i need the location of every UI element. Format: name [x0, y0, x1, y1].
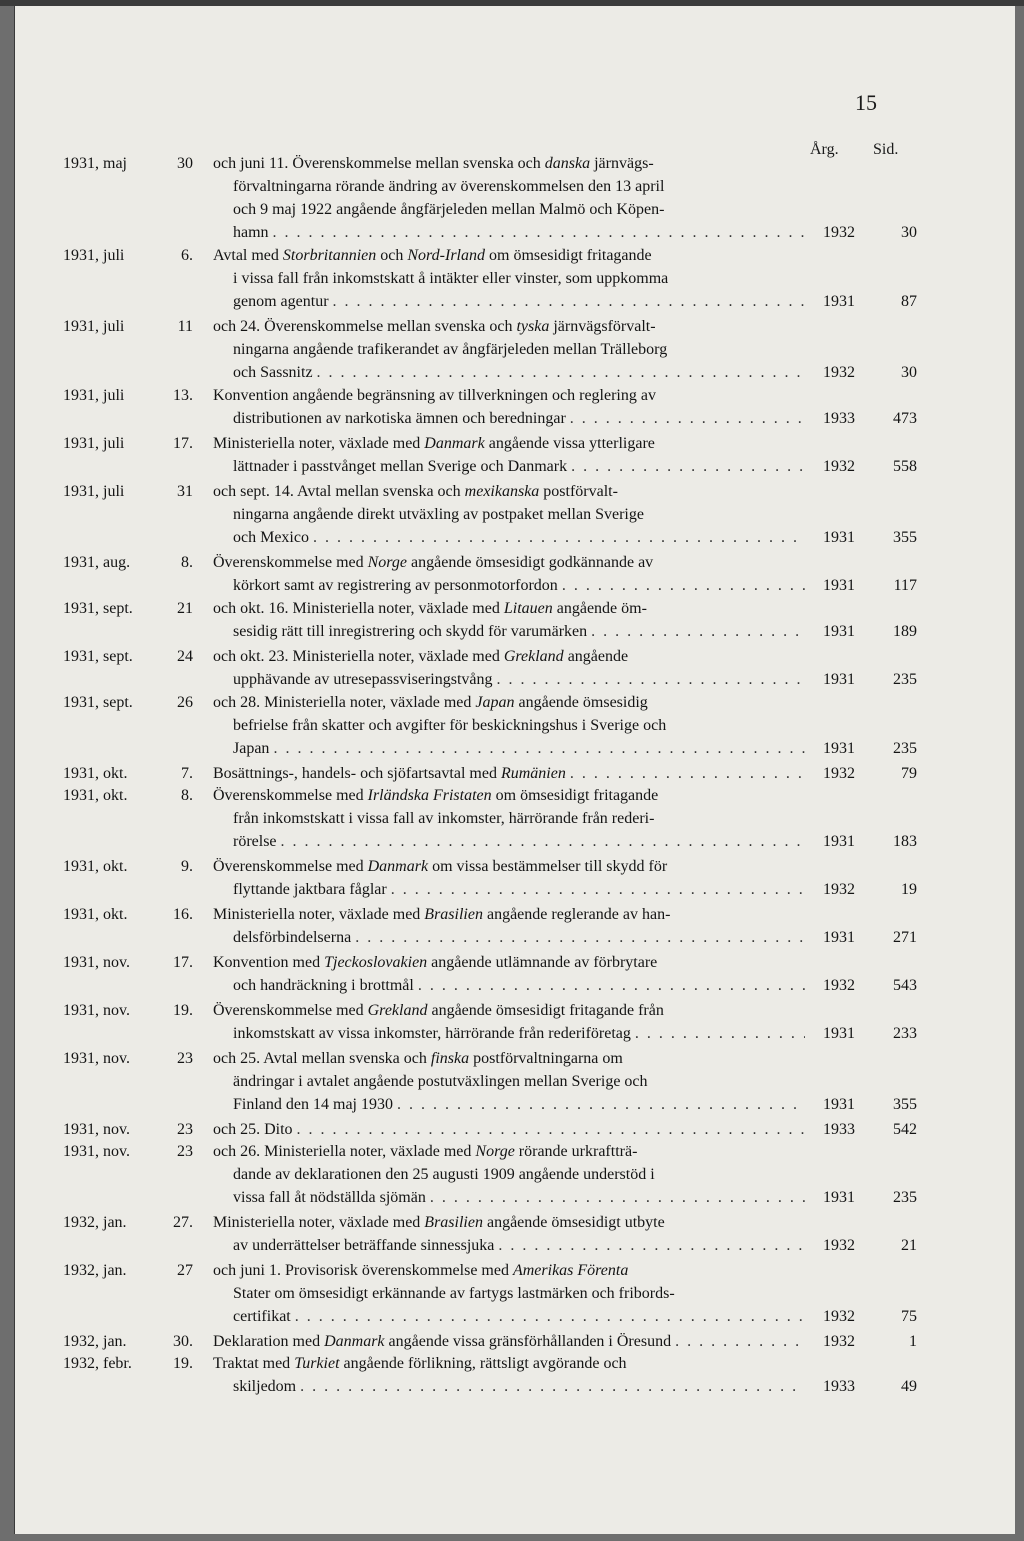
entry-line: Japan . . . [213, 737, 805, 760]
entry-description [213, 762, 805, 785]
entry-day: 21 [177, 600, 193, 617]
dot-leader [430, 1186, 805, 1209]
entry-description [213, 432, 805, 478]
entry-date: 1932, jan. [63, 1333, 127, 1350]
entry-description [213, 855, 805, 901]
dot-leader [295, 1305, 805, 1328]
entry-year: 1932 [823, 977, 855, 994]
entry-date: 1932, jan. [63, 1262, 127, 1279]
entry-page: 542 [893, 1121, 917, 1138]
entry-date: 1931, juli [63, 387, 125, 404]
entry-description [213, 1211, 805, 1257]
entry-date: 1931, okt. [63, 906, 128, 923]
entry-line: och 25. Dito . . . [213, 1118, 805, 1141]
entry-year: 1931 [823, 293, 855, 310]
entry-line: förvaltningarna rörande ändring av överenskommelsen den 13 april [233, 178, 665, 195]
entry-year: 1932 [823, 765, 855, 782]
entry-description [213, 1330, 805, 1353]
entry-page: 30 [901, 364, 917, 381]
dot-leader [635, 1022, 805, 1045]
dot-leader [273, 221, 805, 244]
entry-date: 1931, sept. [63, 600, 133, 617]
entry-line: befrielse från skatter och avgifter för beskickningshus i Sverige och [233, 717, 667, 734]
entry-line: och juni 11. Överenskommelse mellan svenska och danska järnvägs- [213, 155, 654, 172]
entry-line: Traktat med Turkiet angående förlikning, rättsligt avgörande och [213, 1355, 627, 1372]
entry-date: 1931, juli [63, 247, 125, 264]
entry-day: 11 [177, 318, 193, 335]
entry-year: 1933 [823, 410, 855, 427]
dot-leader [300, 1375, 805, 1398]
entry-line: och sept. 14. Avtal mellan svenska och mexikanska postförvalt- [213, 483, 618, 500]
entry-line: Överenskommelse med Norge angående ömsesidigt godkännande av [213, 554, 654, 571]
entry-description [213, 1047, 805, 1116]
entry-day: 19. [173, 1355, 193, 1372]
entry-day: 17. [173, 954, 193, 971]
entry-description [213, 315, 805, 384]
entry-description [213, 903, 805, 949]
dot-leader [391, 878, 805, 901]
entry-day: 6. [181, 247, 193, 264]
entry-page: 235 [893, 1189, 917, 1206]
entry-year: 1932 [823, 364, 855, 381]
entry-line: Överenskommelse med Irländska Fristaten om ömsesidigt fritagande [213, 787, 659, 804]
entry-line: ningarna angående direkt utväxling av postpaket mellan Sverige [233, 506, 644, 523]
entry-year: 1931 [823, 929, 855, 946]
entry-day: 19. [173, 1002, 193, 1019]
entry-page: 117 [893, 577, 917, 594]
entry-day: 17. [173, 435, 193, 452]
entry-day: 27 [177, 1262, 193, 1279]
entry-date: 1931, aug. [63, 554, 131, 571]
entry-line: och 24. Överenskommelse mellan svenska och tyska järnvägsförvalt- [213, 318, 656, 335]
dot-leader [313, 526, 805, 549]
entry-line: delsförbindelserna . . . [213, 926, 805, 949]
entry-line: och handräckning i brottmål . . . [213, 974, 805, 997]
dot-leader [281, 830, 805, 853]
entry-day: 9. [181, 858, 193, 875]
entry-line: ningarna angående trafikerandet av ångfärjeleden mellan Trälleborg [233, 341, 668, 358]
entry-description [213, 244, 805, 313]
entry-day: 8. [181, 787, 193, 804]
entry-line: och Mexico . . . [213, 526, 805, 549]
entry-day: 23 [177, 1143, 193, 1160]
entry-line: Finland den 14 maj 1930 . . . [213, 1093, 805, 1116]
entry-day: 16. [173, 906, 193, 923]
entry-page: 1 [909, 1333, 917, 1350]
entry-date: 1931, okt. [63, 787, 128, 804]
entry-line: i vissa fall från inkomstskatt å intäkter eller vinster, som uppkomma [233, 270, 669, 287]
dot-leader [591, 620, 805, 643]
entry-line: Konvention med Tjeckoslovakien angående utlämnande av förbrytare [213, 954, 658, 971]
entry-description [213, 999, 805, 1045]
entry-year: 1932 [823, 1308, 855, 1325]
entry-page: 355 [893, 529, 917, 546]
dot-leader [570, 407, 805, 430]
entry-line: av underrättelser beträffande sinnessjuka . . . [213, 1234, 805, 1257]
entry-day: 26 [177, 694, 193, 711]
entry-year: 1932 [823, 224, 855, 241]
entry-line: och okt. 16. Ministeriella noter, växlade med Litauen angående öm- [213, 600, 647, 617]
entry-page: 87 [901, 293, 917, 310]
entry-line: Deklaration med Danmark angående vissa gränsförhållanden i Öresund . . . [213, 1330, 805, 1353]
dot-leader [333, 290, 805, 313]
entry-description [213, 384, 805, 430]
entry-date: 1931, nov. [63, 1002, 130, 1019]
entry-page: 558 [893, 458, 917, 475]
entry-year: 1931 [823, 1189, 855, 1206]
entry-day: 31 [177, 483, 193, 500]
entry-line: distributionen av narkotiska ämnen och beredningar . . . [213, 407, 805, 430]
entry-year: 1931 [823, 740, 855, 757]
entry-year: 1931 [823, 1025, 855, 1042]
entry-line: hamn . . . [213, 221, 805, 244]
entry-line: upphävande av utresepassviseringstvång . . . [213, 668, 805, 691]
dot-leader [571, 455, 805, 478]
entry-day: 23 [177, 1121, 193, 1138]
entry-line: Ministeriella noter, växlade med Danmark angående vissa ytterligare [213, 435, 655, 452]
entry-page: 473 [893, 410, 917, 427]
entry-page: 233 [893, 1025, 917, 1042]
entry-line: och Sassnitz . . . [213, 361, 805, 384]
year-column-header: Årg. [810, 141, 839, 158]
entry-line: Bosättnings-, handels- och sjöfartsavtal med Rumänien . . . [213, 762, 805, 785]
entry-page: 21 [901, 1237, 917, 1254]
entry-description [213, 480, 805, 549]
entry-line: vissa fall åt nödställda sjömän . . . [213, 1186, 805, 1209]
entry-line: inkomstskatt av vissa inkomster, härrörande från rederiföretag . . . [213, 1022, 805, 1045]
entry-date: 1931, nov. [63, 1143, 130, 1160]
entry-year: 1931 [823, 1096, 855, 1113]
entry-page: 183 [893, 833, 917, 850]
entry-line: genom agentur . . . [213, 290, 805, 313]
entry-line: Ministeriella noter, växlade med Brasilien angående ömsesidigt utbyte [213, 1214, 665, 1231]
entry-year: 1932 [823, 1333, 855, 1350]
entry-line: sesidig rätt till inregistrering och skydd för varumärken . . . [213, 620, 805, 643]
entry-description [213, 1118, 805, 1141]
dot-leader [418, 974, 805, 997]
entry-description [213, 645, 805, 691]
entry-day: 30 [177, 155, 193, 172]
entry-day: 23 [177, 1050, 193, 1067]
entry-description [213, 784, 805, 853]
entry-page: 30 [901, 224, 917, 241]
entry-day: 7. [181, 765, 193, 782]
entry-year: 1932 [823, 1237, 855, 1254]
entry-page: 235 [893, 740, 917, 757]
entry-year: 1932 [823, 458, 855, 475]
entry-description [213, 597, 805, 643]
entry-line: ändringar i avtalet angående postutväxlingen mellan Sverige och [233, 1073, 648, 1090]
page-column-header: Sid. [873, 141, 899, 158]
entry-year: 1931 [823, 833, 855, 850]
entry-year: 1933 [823, 1121, 855, 1138]
entry-description [213, 951, 805, 997]
entry-line: skiljedom . . . [213, 1375, 805, 1398]
page-number: 15 [855, 90, 877, 115]
entry-year: 1933 [823, 1378, 855, 1395]
entry-page: 355 [893, 1096, 917, 1113]
entry-line: lättnader i passtvånget mellan Sverige och Danmark . . . [213, 455, 805, 478]
dot-leader [562, 574, 805, 597]
entry-page: 235 [893, 671, 917, 688]
entry-date: 1931, okt. [63, 858, 128, 875]
entry-line: Ministeriella noter, växlade med Brasilien angående reglerande av han- [213, 906, 671, 923]
entry-line: Avtal med Storbritannien och Nord-Irland om ömsesidigt fritagande [213, 247, 652, 264]
entry-page: 49 [901, 1378, 917, 1395]
entry-line: och juni 1. Provisorisk överenskommelse med Amerikas Förenta [213, 1262, 629, 1279]
entry-line: dande av deklarationen den 25 augusti 1909 angående understöd i [233, 1166, 655, 1183]
entry-line: Stater om ömsesidigt erkännande av fartygs lastmärken och fribords- [233, 1285, 675, 1302]
entry-line: från inkomstskatt i vissa fall av inkomster, härrörande från rederi- [233, 810, 655, 827]
entry-date: 1931, juli [63, 435, 125, 452]
entry-date: 1932, jan. [63, 1214, 127, 1231]
entry-date: 1931, sept. [63, 694, 133, 711]
entry-line: körkort samt av registrering av personmotorfordon . . . [213, 574, 805, 597]
entry-day: 24 [177, 648, 193, 665]
dot-leader [675, 1330, 805, 1353]
entry-line: certifikat . . . [213, 1305, 805, 1328]
entry-line: och okt. 23. Ministeriella noter, växlade med Grekland angående [213, 648, 629, 665]
entry-page: 19 [901, 881, 917, 898]
entry-date: 1931, sept. [63, 648, 133, 665]
entry-page: 189 [893, 623, 917, 640]
entry-description [213, 1140, 805, 1209]
entry-line: flyttande jaktbara fåglar . . . [213, 878, 805, 901]
entry-date: 1931, okt. [63, 765, 128, 782]
entry-day: 27. [173, 1214, 193, 1231]
entry-year: 1931 [823, 577, 855, 594]
entry-page: 271 [893, 929, 917, 946]
entry-line: och 26. Ministeriella noter, växlade med Norge rörande urkraftträ- [213, 1143, 638, 1160]
entry-description [213, 551, 805, 597]
entry-line: och 28. Ministeriella noter, växlade med Japan angående ömsesidig [213, 694, 648, 711]
dot-leader [570, 762, 805, 785]
entry-date: 1931, nov. [63, 1050, 130, 1067]
entry-year: 1931 [823, 623, 855, 640]
entry-page: 543 [893, 977, 917, 994]
entry-date: 1932, febr. [63, 1355, 132, 1372]
entry-date: 1931, juli [63, 483, 125, 500]
entry-page: 79 [901, 765, 917, 782]
entry-date: 1931, juli [63, 318, 125, 335]
entry-line: Konvention angående begränsning av tillverkningen och reglering av [213, 387, 656, 404]
entry-day: 13. [173, 387, 193, 404]
entry-description [213, 1352, 805, 1398]
dot-leader [297, 1118, 805, 1141]
entry-date: 1931, maj [63, 155, 127, 172]
entry-date: 1931, nov. [63, 954, 130, 971]
entry-date: 1931, nov. [63, 1121, 130, 1138]
dot-leader [317, 361, 805, 384]
entry-year: 1931 [823, 529, 855, 546]
entry-description [213, 691, 805, 760]
entry-line: Överenskommelse med Danmark om vissa bestämmelser till skydd för [213, 858, 668, 875]
entry-year: 1931 [823, 671, 855, 688]
dot-leader [498, 1234, 805, 1257]
entry-description [213, 1259, 805, 1328]
entry-year: 1932 [823, 881, 855, 898]
dot-leader [273, 737, 805, 760]
dot-leader [496, 668, 805, 691]
entry-line: och 9 maj 1922 angående ångfärjeleden mellan Malmö och Köpen- [233, 201, 665, 218]
entry-page: 75 [901, 1308, 917, 1325]
entry-line: Överenskommelse med Grekland angående ömsesidigt fritagande från [213, 1002, 664, 1019]
entry-day: 8. [181, 554, 193, 571]
dot-leader [397, 1093, 805, 1116]
entry-description [213, 152, 805, 244]
dot-leader [355, 926, 805, 949]
document-page [14, 6, 1015, 1534]
entry-line: rörelse . . . [213, 830, 805, 853]
entry-line: och 25. Avtal mellan svenska och finska postförvaltningarna om [213, 1050, 623, 1067]
entry-day: 30. [173, 1333, 193, 1350]
